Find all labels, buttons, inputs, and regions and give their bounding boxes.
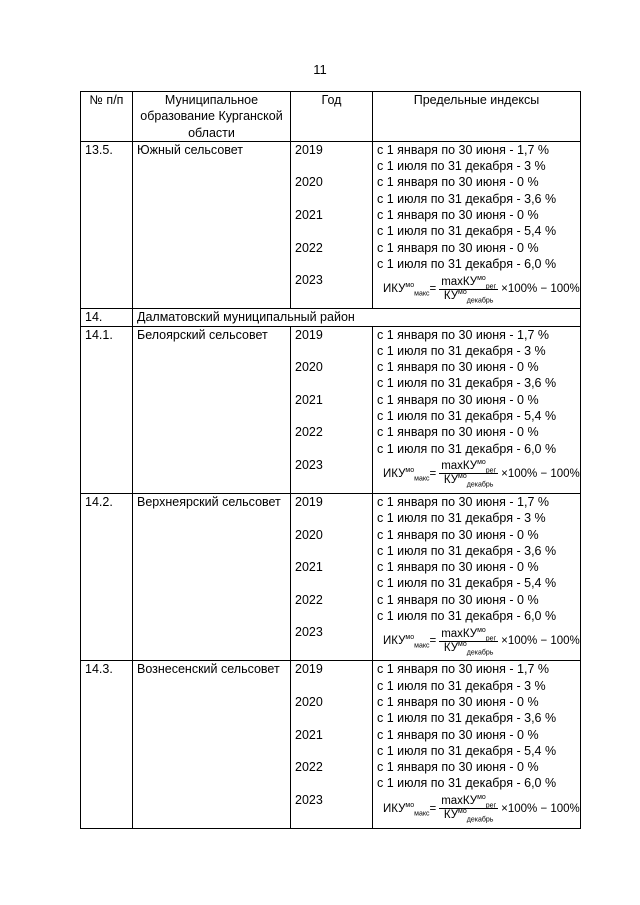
row-indices	[373, 661, 581, 828]
index-line: с 1 января по 30 июня - 1,7 %	[377, 327, 549, 342]
formula-numerator	[439, 628, 498, 642]
row-num: 14.2.	[81, 493, 133, 660]
formula	[377, 272, 580, 306]
year-cell: 2023	[295, 273, 323, 288]
formula-rest: ×100% − 100%	[501, 635, 580, 648]
formula-num-sup: мо	[477, 626, 486, 634]
formula-lhs-sup: мо	[405, 282, 415, 290]
formula-den-sub: декабрь	[466, 649, 494, 657]
row-municipality: Белоярский сельсовет	[133, 326, 291, 493]
year-cell: 2019	[295, 142, 323, 157]
row-municipality: Верхнеярский сельсовет	[133, 493, 291, 660]
formula-lhs	[383, 281, 429, 297]
formula-lhs-main: ИКУ	[383, 283, 406, 296]
formula-lhs-sub: макс	[414, 290, 430, 298]
index-line: с 1 июля по 31 декабря - 3,6 %	[377, 376, 557, 391]
year-cell: 2023	[295, 792, 323, 807]
year-cell: 2019	[295, 327, 323, 342]
formula-equals: =	[429, 635, 437, 648]
formula-lhs	[383, 466, 429, 482]
formula-lhs-main: ИКУ	[383, 635, 406, 648]
table-row	[81, 493, 581, 660]
formula	[377, 624, 580, 658]
year-cell: 2023	[295, 625, 323, 640]
formula-denominator	[442, 474, 496, 487]
index-line: с 1 января по 30 июня - 0 %	[377, 560, 539, 575]
formula-den-main: КУ	[443, 474, 459, 487]
index-line: с 1 июля по 31 декабря - 3,6 %	[377, 711, 557, 726]
formula-num-main: maxКУ	[441, 795, 478, 808]
year-cell: 2020	[295, 527, 323, 542]
index-line: с 1 июля по 31 декабря - 5,4 %	[377, 409, 557, 424]
formula-denominator	[442, 290, 496, 303]
year-cell: 2019	[295, 494, 323, 509]
formula-lhs-main: ИКУ	[383, 467, 406, 480]
index-line: с 1 января по 30 июня - 0 %	[377, 527, 539, 542]
row-years	[291, 141, 373, 308]
formula-rest: ×100% − 100%	[501, 467, 580, 480]
formula-num-sub: рег	[485, 283, 497, 291]
row-num: 14.3.	[81, 661, 133, 828]
row-indices	[373, 493, 581, 660]
formula-lhs	[383, 801, 429, 817]
header-year: Год	[291, 92, 373, 142]
table-row	[81, 661, 581, 828]
formula-den-main: КУ	[443, 289, 459, 302]
formula-lhs-sub: макс	[414, 809, 430, 817]
year-cell: 2020	[295, 694, 323, 709]
year-cell: 2020	[295, 360, 323, 375]
formula-num-sup: мо	[477, 794, 486, 802]
formula-fraction	[439, 276, 498, 303]
row-num: 14.1.	[81, 326, 133, 493]
formula-rest: ×100% − 100%	[501, 283, 580, 296]
formula-num-main: maxКУ	[441, 460, 478, 473]
page-number: 11	[313, 62, 327, 77]
year-cell: 2022	[295, 760, 323, 775]
index-line: с 1 июля по 31 декабря - 5,4 %	[377, 224, 557, 239]
formula-lhs-main: ИКУ	[383, 802, 406, 815]
year-cell: 2021	[295, 392, 323, 407]
index-line: с 1 января по 30 июня - 0 %	[377, 727, 539, 742]
header-municipality: Муниципальное образование Курганской области	[133, 92, 291, 142]
index-line: с 1 января по 30 июня - 0 %	[377, 694, 539, 709]
year-cell: 2022	[295, 425, 323, 440]
formula-denominator	[442, 642, 496, 655]
formula-den-sub: декабрь	[466, 481, 494, 489]
index-line: с 1 января по 30 июня - 0 %	[377, 760, 539, 775]
formula-lhs-sup: мо	[405, 634, 415, 642]
index-line: с 1 июля по 31 декабря - 3 %	[377, 511, 546, 526]
district-row	[81, 309, 581, 326]
year-cell: 2023	[295, 457, 323, 472]
year-cell: 2019	[295, 662, 323, 677]
formula-lhs-sup: мо	[405, 466, 415, 474]
index-line: с 1 января по 30 июня - 0 %	[377, 425, 539, 440]
year-cell: 2020	[295, 175, 323, 190]
district-name: Далматовский муниципальный район	[133, 309, 581, 326]
formula	[377, 792, 580, 826]
index-line: с 1 января по 30 июня - 1,7 %	[377, 494, 549, 509]
formula-denominator	[442, 809, 496, 822]
formula-rest: ×100% − 100%	[501, 802, 580, 815]
formula-numerator	[439, 276, 498, 290]
row-municipality: Южный сельсовет	[133, 141, 291, 308]
index-line: с 1 июля по 31 декабря - 3 %	[377, 678, 546, 693]
formula-den-sup: мо	[458, 473, 467, 481]
formula-numerator	[439, 795, 498, 809]
row-municipality: Вознесенский сельсовет	[133, 661, 291, 828]
table-row	[81, 326, 581, 493]
formula-lhs	[383, 633, 429, 649]
row-years	[291, 493, 373, 660]
index-line: с 1 июля по 31 декабря - 3,6 %	[377, 191, 557, 206]
table-row	[81, 141, 581, 308]
index-line: с 1 июля по 31 декабря - 5,4 %	[377, 743, 557, 758]
table-body	[81, 141, 581, 828]
index-line: с 1 января по 30 июня - 0 %	[377, 175, 539, 190]
index-line: с 1 января по 30 июня - 1,7 %	[377, 662, 549, 677]
indices-table	[80, 91, 581, 829]
year-cell: 2022	[295, 240, 323, 255]
index-line: с 1 января по 30 июня - 1,7 %	[377, 142, 549, 157]
formula-num-sub: рег	[485, 467, 497, 475]
year-cell: 2021	[295, 727, 323, 742]
index-line: с 1 июля по 31 декабря - 3 %	[377, 159, 546, 174]
index-line: с 1 января по 30 июня - 0 %	[377, 240, 539, 255]
formula	[377, 457, 580, 491]
formula-num-main: maxКУ	[441, 627, 478, 640]
formula-numerator	[439, 460, 498, 474]
row-indices	[373, 326, 581, 493]
formula-den-main: КУ	[443, 641, 459, 654]
formula-num-main: maxКУ	[441, 275, 478, 288]
index-line: с 1 июля по 31 декабря - 6,0 %	[377, 441, 557, 456]
row-years	[291, 661, 373, 828]
formula-den-sub: декабрь	[466, 297, 494, 305]
table-header-row	[81, 92, 581, 142]
row-num: 13.5.	[81, 141, 133, 308]
index-line: с 1 января по 30 июня - 0 %	[377, 392, 539, 407]
year-cell: 2022	[295, 592, 323, 607]
formula-fraction	[439, 795, 498, 822]
formula-lhs-sub: макс	[414, 642, 430, 650]
index-line: с 1 июля по 31 декабря - 6,0 %	[377, 609, 557, 624]
index-line: с 1 января по 30 июня - 0 %	[377, 208, 539, 223]
formula-fraction	[439, 628, 498, 655]
formula-equals: =	[429, 283, 437, 296]
year-cell: 2021	[295, 560, 323, 575]
index-line: с 1 января по 30 июня - 0 %	[377, 360, 539, 375]
formula-num-sub: рег	[485, 635, 497, 643]
row-indices	[373, 141, 581, 308]
formula-num-sup: мо	[477, 274, 486, 282]
formula-den-main: КУ	[443, 809, 459, 822]
formula-equals: =	[429, 467, 437, 480]
formula-den-sup: мо	[458, 288, 467, 296]
formula-den-sup: мо	[458, 808, 467, 816]
formula-num-sub: рег	[485, 802, 497, 810]
formula-den-sub: декабрь	[466, 816, 494, 824]
formula-lhs-sup: мо	[405, 801, 415, 809]
formula-fraction	[439, 460, 498, 487]
formula-num-sup: мо	[477, 459, 486, 467]
index-line: с 1 июля по 31 декабря - 6,0 %	[377, 256, 557, 271]
index-line: с 1 января по 30 июня - 0 %	[377, 592, 539, 607]
district-num: 14.	[81, 309, 133, 326]
index-line: с 1 июля по 31 декабря - 6,0 %	[377, 776, 557, 791]
year-cell: 2021	[295, 208, 323, 223]
formula-lhs-sub: макс	[414, 475, 430, 483]
index-line: с 1 июля по 31 декабря - 5,4 %	[377, 576, 557, 591]
formula-den-sup: мо	[458, 640, 467, 648]
index-line: с 1 июля по 31 декабря - 3,6 %	[377, 543, 557, 558]
formula-equals: =	[429, 802, 437, 815]
header-indices: Предельные индексы	[373, 92, 581, 142]
index-line: с 1 июля по 31 декабря - 3 %	[377, 343, 546, 358]
header-num: № п/п	[81, 92, 133, 142]
row-years	[291, 326, 373, 493]
